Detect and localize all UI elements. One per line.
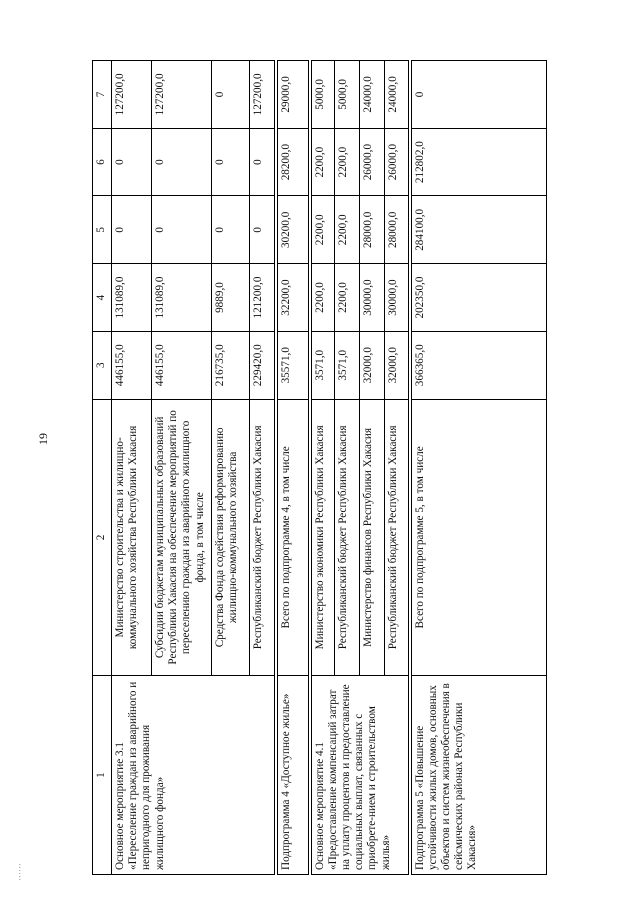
table-row <box>276 61 310 875</box>
value-cell: 284100,0 <box>410 196 547 264</box>
value-cell: 32000,0 <box>385 331 410 399</box>
value-cell: 0 <box>152 196 212 264</box>
value-cell: 9889,0 <box>212 264 250 332</box>
value-cell: 127200,0 <box>152 61 212 129</box>
header-cell: 1 <box>93 676 112 875</box>
source-cell: Министерство финансов Республики Хакасия <box>360 399 385 676</box>
header-row <box>93 61 112 875</box>
header-cell: 4 <box>93 264 112 332</box>
value-cell: 2200,0 <box>335 196 360 264</box>
value-cell: 229420,0 <box>250 331 276 399</box>
value-cell: 30000,0 <box>385 264 410 332</box>
value-cell: 0 <box>112 196 152 264</box>
value-cell: 121200,0 <box>250 264 276 332</box>
value-cell: 5000,0 <box>310 61 335 129</box>
source-cell: Всего по подпрограмме 4, в том числе <box>276 399 310 676</box>
value-cell: 24000,0 <box>385 61 410 129</box>
value-cell: 28000,0 <box>360 196 385 264</box>
value-cell: 127200,0 <box>112 61 152 129</box>
program-name-cell: Подпрограмма 5 «Повышение устойчивости жилых домов, основных объектов и систем жизнеобеспечения в сейсмических районах Республики Хакасия» <box>410 676 547 875</box>
source-cell: Республиканский бюджет Республики Хакасия <box>250 399 276 676</box>
value-cell: 0 <box>212 128 250 196</box>
header-cell: 7 <box>93 61 112 129</box>
program-name-cell: Основное мероприятие 4.1 «Предоставление компенсаций затрат на уплату процентов и предоставление социальных выплат, связанных с приобрете-нием и строительством жилья» <box>310 676 410 875</box>
budget-table <box>92 60 547 875</box>
value-cell: 202350,0 <box>410 264 547 332</box>
value-cell: 131089,0 <box>152 264 212 332</box>
value-cell: 366365,0 <box>410 331 547 399</box>
source-cell: Республиканский бюджет Республики Хакасия <box>385 399 410 676</box>
value-cell: 30000,0 <box>360 264 385 332</box>
value-cell: 28000,0 <box>385 196 410 264</box>
source-cell: Средства Фонда содействия реформированию жилищно-коммунального хозяйства <box>212 399 250 676</box>
table-row <box>112 61 152 875</box>
program-name-cell: Подпрограмма 4 «Доступное жилье» <box>276 676 310 875</box>
value-cell: 0 <box>410 61 547 129</box>
value-cell: 26000,0 <box>360 128 385 196</box>
source-cell: Министерство строительства и жилищно-коммунального хозяйства Республики Хакасия <box>112 399 152 676</box>
source-cell: Субсидии бюджетам муниципальных образований Республики Хакасия на обеспечение мероприятий по переселению граждан из аварийного жилищного фонда, в том числе <box>152 399 212 676</box>
header-cell: 5 <box>93 196 112 264</box>
rotated-table-container <box>92 60 547 875</box>
value-cell: 28200,0 <box>276 128 310 196</box>
value-cell: 35571,0 <box>276 331 310 399</box>
value-cell: 2200,0 <box>335 128 360 196</box>
value-cell: 0 <box>212 196 250 264</box>
header-cell: 3 <box>93 331 112 399</box>
value-cell: 24000,0 <box>360 61 385 129</box>
value-cell: 26000,0 <box>385 128 410 196</box>
value-cell: 2200,0 <box>310 264 335 332</box>
value-cell: 216735,0 <box>212 331 250 399</box>
value-cell: 131089,0 <box>112 264 152 332</box>
value-cell: 29000,0 <box>276 61 310 129</box>
value-cell: 3571,0 <box>310 331 335 399</box>
value-cell: 2200,0 <box>310 196 335 264</box>
value-cell: 3571,0 <box>335 331 360 399</box>
source-cell: Всего по подпрограмме 5, в том числе <box>410 399 547 676</box>
value-cell: 32200,0 <box>276 264 310 332</box>
margin-mark: ' ' ' ' ' ' <box>18 863 26 880</box>
value-cell: 0 <box>212 61 250 129</box>
header-cell: 2 <box>93 399 112 676</box>
value-cell: 0 <box>112 128 152 196</box>
value-cell: 2200,0 <box>335 264 360 332</box>
value-cell: 446155,0 <box>152 331 212 399</box>
value-cell: 212802,0 <box>410 128 547 196</box>
value-cell: 32000,0 <box>360 331 385 399</box>
table-row <box>410 61 547 875</box>
value-cell: 30200,0 <box>276 196 310 264</box>
page-number: 19 <box>36 433 50 445</box>
source-cell: Министерство экономики Республики Хакасия <box>310 399 335 676</box>
source-cell: Республиканский бюджет Республики Хакасия <box>335 399 360 676</box>
table-row <box>310 61 335 875</box>
value-cell: 127200,0 <box>250 61 276 129</box>
header-cell: 6 <box>93 128 112 196</box>
value-cell: 0 <box>152 128 212 196</box>
program-name-cell: Основное мероприятие 3.1 «Переселение граждан из аварийного и непригодного для проживания жилищного фонда» <box>112 676 276 875</box>
value-cell: 0 <box>250 128 276 196</box>
value-cell: 446155,0 <box>112 331 152 399</box>
value-cell: 0 <box>250 196 276 264</box>
value-cell: 2200,0 <box>310 128 335 196</box>
value-cell: 5000,0 <box>335 61 360 129</box>
